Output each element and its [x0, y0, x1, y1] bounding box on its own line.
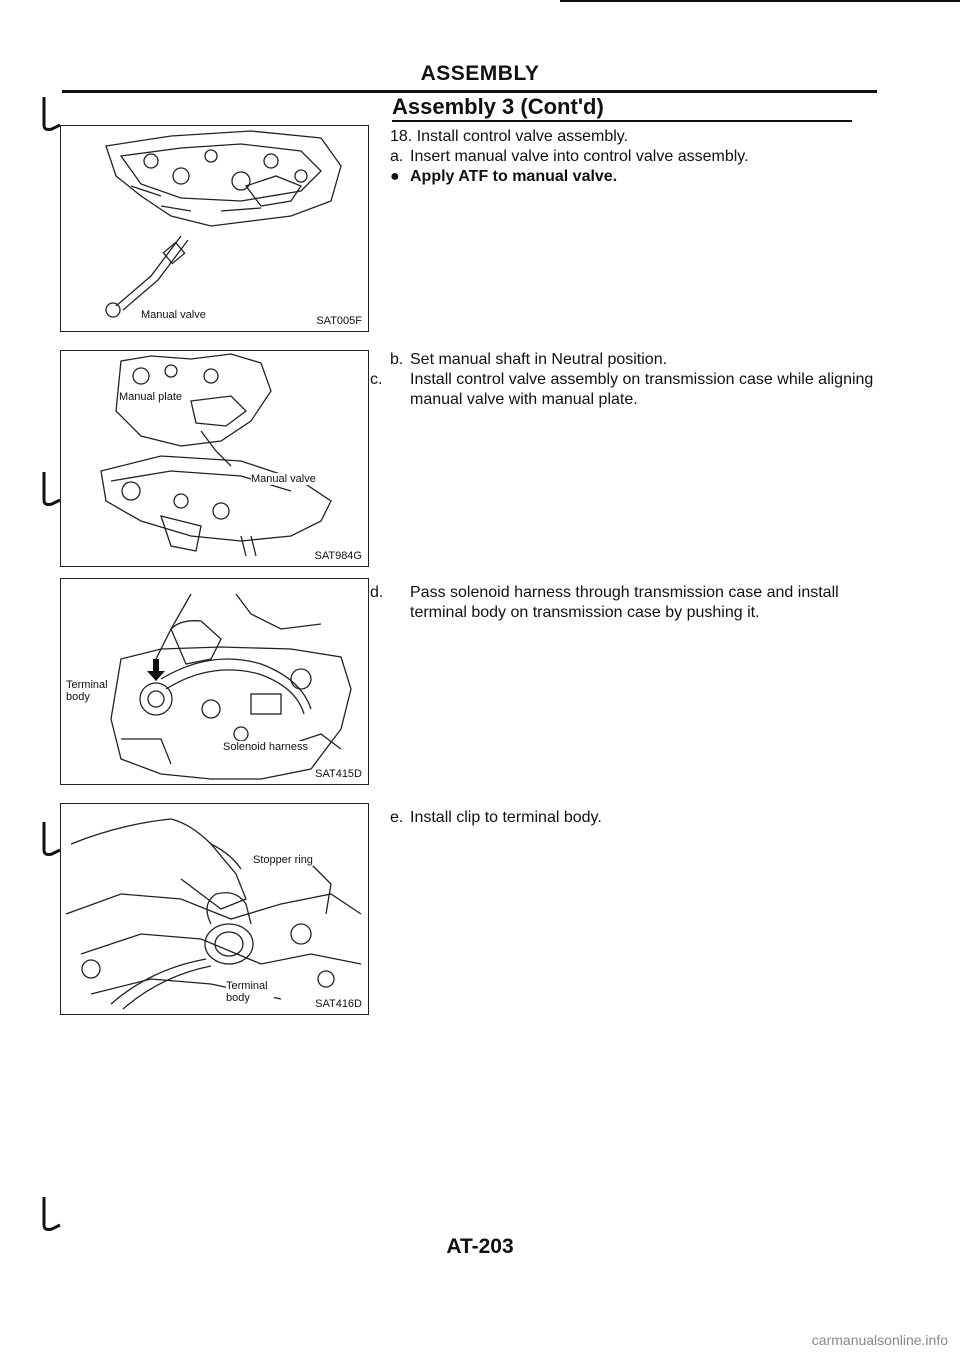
step-text: Insert manual valve into control valve assembly.: [410, 148, 749, 165]
step-label: a.: [390, 148, 404, 165]
step-label: e.: [390, 809, 404, 826]
watermark: carmanualsonline.info: [811, 1332, 948, 1348]
step-label: c.: [370, 371, 383, 388]
callout-manual-valve: Manual valve: [141, 309, 206, 321]
figure-code: SAT984G: [314, 550, 362, 562]
bullet-icon: ●: [390, 168, 400, 185]
step-b: [390, 350, 880, 370]
step-label: 18.: [390, 128, 413, 145]
step-a: [390, 147, 870, 167]
figure-manual-plate-alignment: [60, 350, 369, 567]
callout-solenoid-harness: Solenoid harness: [223, 741, 309, 753]
callout-manual-plate: Manual plate: [119, 391, 182, 403]
step-label: b.: [390, 351, 404, 368]
step-d: [370, 583, 900, 623]
figure-code: SAT415D: [315, 768, 362, 780]
step-text: Install control valve assembly on transmission case while aligning manual valve with manual plate.: [410, 371, 874, 408]
top-rule: [560, 0, 960, 2]
figure-manual-valve-insert: [60, 125, 369, 332]
callout-manual-valve: Manual valve: [251, 473, 316, 485]
binder-mark-4: [40, 1195, 62, 1235]
section-title: Assembly 3 (Cont'd): [392, 94, 604, 119]
step-text: Pass solenoid harness through transmission case and install terminal body on transmission case by pushing it.: [410, 584, 839, 621]
callout-terminal-body: Terminal body: [66, 679, 108, 703]
step-e: [390, 808, 870, 828]
figure-code: SAT005F: [316, 315, 362, 327]
callout-terminal-body: Terminal body: [226, 980, 274, 1004]
header-rule: [62, 90, 877, 93]
step-c: [370, 370, 896, 410]
figure-solenoid-harness: [60, 578, 369, 785]
callout-stopper-ring: Stopper ring: [253, 854, 313, 866]
figure-stopper-ring: [60, 803, 369, 1015]
binder-mark-2: [40, 470, 62, 510]
step-text: Install clip to terminal body.: [410, 809, 602, 826]
step-label: d.: [370, 584, 384, 601]
figure-illustration: [61, 804, 368, 1014]
step-text: Set manual shaft in Neutral position.: [410, 351, 668, 368]
binder-mark-3: [40, 820, 62, 860]
page-number: AT-203: [446, 1235, 514, 1258]
step-bullet: [390, 167, 870, 187]
figure-code: SAT416D: [315, 998, 362, 1010]
section-underline: [392, 120, 852, 122]
page-header-title: ASSEMBLY: [420, 62, 540, 85]
step-text: Install control valve assembly.: [416, 128, 629, 145]
figure-illustration: [61, 126, 368, 331]
step-text: Apply ATF to manual valve.: [410, 168, 618, 185]
figure-illustration: [61, 351, 368, 566]
binder-mark-1: [40, 95, 62, 135]
step-18: [390, 127, 870, 147]
